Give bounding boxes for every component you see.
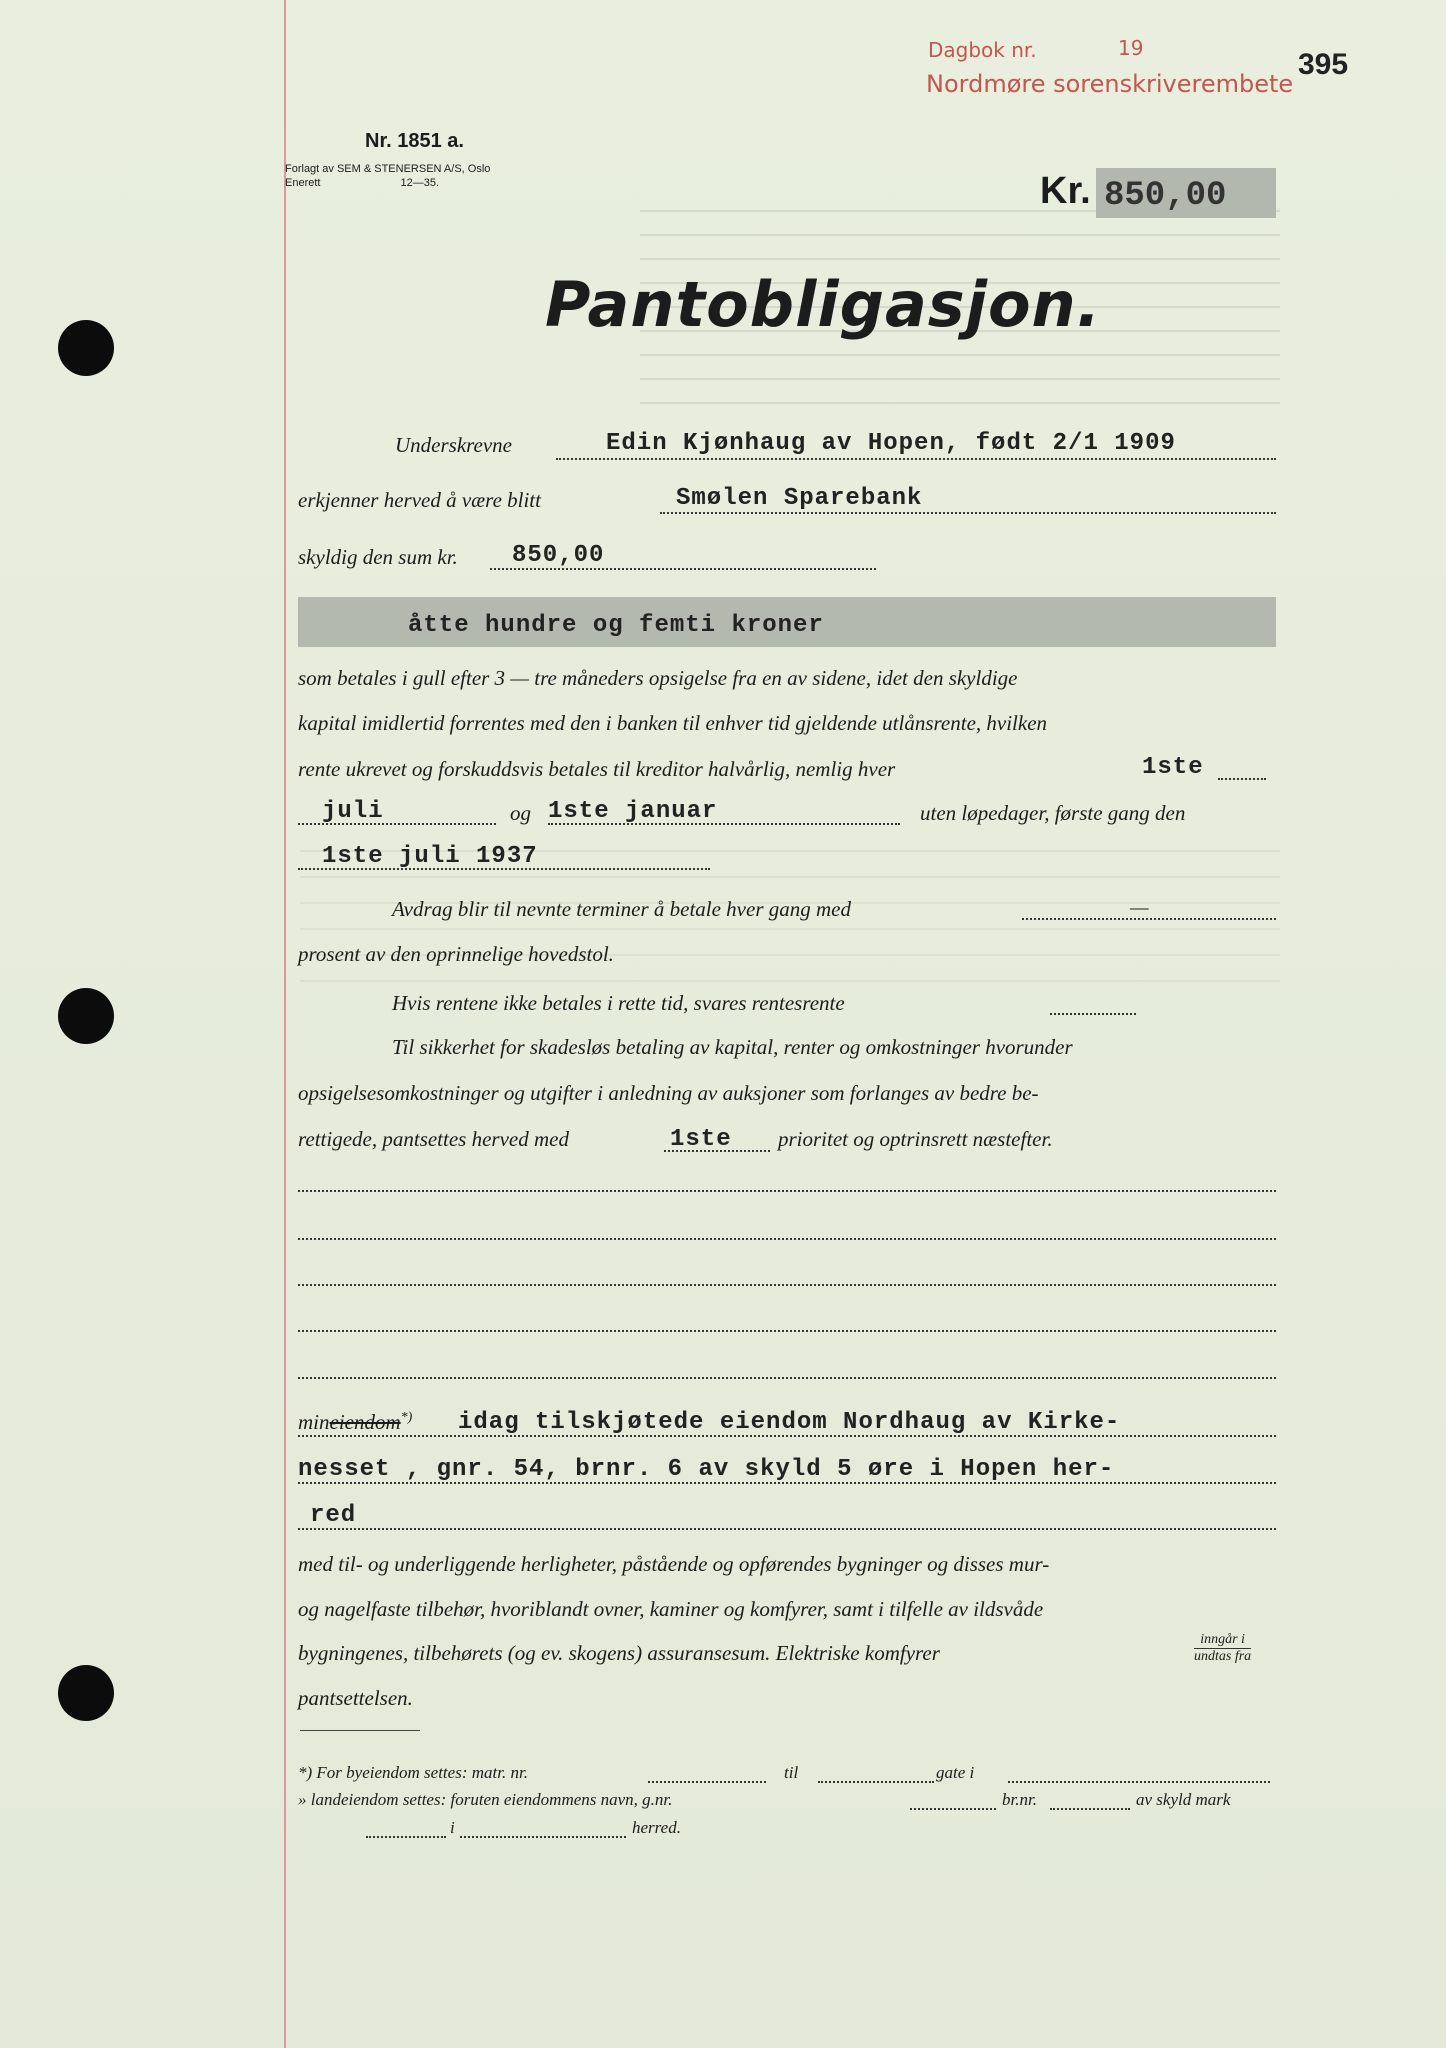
- body-text: rente ukrevet og forskuddsvis betales til kreditor halvårlig, nemlig hver: [298, 757, 896, 781]
- amount-box: 850,00: [1096, 168, 1276, 218]
- body-text: rettigede, pantsettes herved med: [298, 1127, 569, 1151]
- form-number: Nr. 1851 a.: [365, 130, 464, 152]
- body-text: som betales i gull efter 3 — tre måneders opsigelse fra en av sidene, idet den skyldige: [298, 666, 1018, 690]
- body-text: bygningenes, tilbehørets (og ev. skogens) assuransesum. Elektriske komfyrer: [298, 1641, 940, 1665]
- uten-label: uten løpedager, første gang den: [920, 801, 1186, 825]
- footnote-text: » landeiendom settes: foruten eiendommens navn, g.nr.: [298, 1790, 673, 1809]
- journal-stamp-label: Dagbok nr.: [928, 38, 1037, 62]
- undersigned-label: Underskrevne: [395, 433, 513, 457]
- term1-day: 1ste: [1142, 754, 1204, 781]
- footnote-text: til: [784, 1763, 799, 1782]
- document-title: Pantobligasjon.: [545, 268, 1102, 341]
- footnote-text: av skyld mark: [1136, 1790, 1231, 1809]
- footnote-text: herred.: [632, 1818, 681, 1837]
- footnote-text: *) For byeiendom settes: matr. nr.: [298, 1763, 528, 1782]
- term1-month: juli: [322, 798, 384, 825]
- first-payment-date: 1ste juli 1937: [322, 843, 538, 870]
- blank-line: [298, 1330, 1276, 1332]
- undersigned-value: Edin Kjønhaug av Hopen, født 2/1 1909: [606, 430, 1176, 457]
- footnote-text: i: [450, 1818, 455, 1837]
- blank-line: [298, 1190, 1276, 1192]
- publisher-enerett: Enerett 12—35.: [285, 177, 439, 189]
- priority-value: 1ste: [670, 1126, 732, 1153]
- footnote-rule: [300, 1730, 420, 1731]
- term2-value: 1ste januar: [548, 798, 718, 825]
- acknowledge-label: erkjenner herved å være blitt: [298, 488, 541, 512]
- amount-in-words: åtte hundre og femti kroner: [408, 612, 824, 639]
- blank-line: [298, 1284, 1276, 1286]
- publisher-imprint: [285, 162, 555, 190]
- fill-line: [660, 512, 1276, 514]
- punch-hole: [58, 320, 114, 376]
- og-label: og: [510, 801, 531, 825]
- sum-label: skyldig den sum kr.: [298, 545, 458, 569]
- avdrag-value: —: [1130, 895, 1149, 919]
- fill-line: [1218, 778, 1266, 780]
- property-line-2: nesset , gnr. 54, brnr. 6 av skyld 5 øre i Hopen her-: [298, 1456, 1115, 1483]
- footnote-mark: *): [400, 1410, 413, 1425]
- fill-line: [818, 1781, 934, 1783]
- fill-line: [298, 1528, 1276, 1530]
- body-text: opsigelsesomkostninger og utgifter i anledning av auksjoner som forlanges av bedre be-: [298, 1081, 1039, 1105]
- page-number: 395: [1298, 48, 1349, 81]
- fill-line: [1050, 1808, 1130, 1810]
- body-text: og nagelfaste tilbehør, hvoriblandt ovner, kaminer og komfyrer, samt i tilfelle av ildsvåde: [298, 1597, 1044, 1621]
- fill-line: [366, 1836, 446, 1838]
- fill-line: [1022, 918, 1276, 920]
- option-fraction: inngår i undtas fra: [1194, 1632, 1252, 1664]
- margin-rule: [284, 0, 286, 2048]
- body-text: Til sikkerhet for skadesløs betaling av kapital, renter og omkostninger hvorunder: [392, 1035, 1073, 1059]
- avdrag-label: Avdrag blir til nevnte terminer å betale hver gang med: [392, 897, 851, 921]
- body-text: prioritet og optrinsrett næstefter.: [778, 1127, 1053, 1151]
- rente-label: Hvis rentene ikke betales i rette tid, svares rentesrente: [392, 991, 845, 1015]
- property-line-3: red: [310, 1502, 357, 1529]
- fill-line: [1008, 1781, 1270, 1783]
- fill-line: [648, 1781, 766, 1783]
- property-prefix: mineiendom*): [298, 1410, 413, 1434]
- body-text: pantsettelsen.: [298, 1686, 413, 1710]
- body-text: kapital imidlertid forrentes med den i banken til enhver tid gjeldende utlånsrente, hvilken: [298, 711, 1048, 735]
- blank-line: [298, 1238, 1276, 1240]
- komfyr-option: [1194, 1632, 1251, 1665]
- struck-word: eiendom: [329, 1410, 401, 1434]
- form-date: 12—35.: [400, 177, 439, 189]
- punch-hole: [58, 988, 114, 1044]
- journal-stamp-office: Nordmøre sorenskriverembete: [926, 70, 1294, 98]
- sum-value: 850,00: [512, 542, 605, 569]
- fill-line: [556, 458, 1276, 460]
- fill-line: [910, 1808, 996, 1810]
- prosent-label: prosent av den oprinnelige hovedstol.: [298, 942, 614, 966]
- footnote-text: br.nr.: [1002, 1790, 1037, 1809]
- blank-line: [298, 1377, 1276, 1379]
- punch-hole: [58, 1665, 114, 1721]
- creditor-value: Smølen Sparebank: [676, 485, 923, 512]
- fill-line: [1050, 1013, 1136, 1015]
- publisher-name: Forlagt av SEM & STENERSEN A/S, Oslo: [285, 163, 491, 175]
- property-line-1: idag tilskjøtede eiendom Nordhaug av Kirke-: [458, 1409, 1121, 1436]
- amount-currency-label: Kr.: [1040, 170, 1091, 212]
- journal-stamp-year: 19: [1118, 36, 1144, 60]
- footnote-text: gate i: [936, 1763, 975, 1782]
- fill-line: [460, 1836, 626, 1838]
- body-text: med til- og underliggende herligheter, påstående og opførendes bygninger og disses mur-: [298, 1552, 1050, 1576]
